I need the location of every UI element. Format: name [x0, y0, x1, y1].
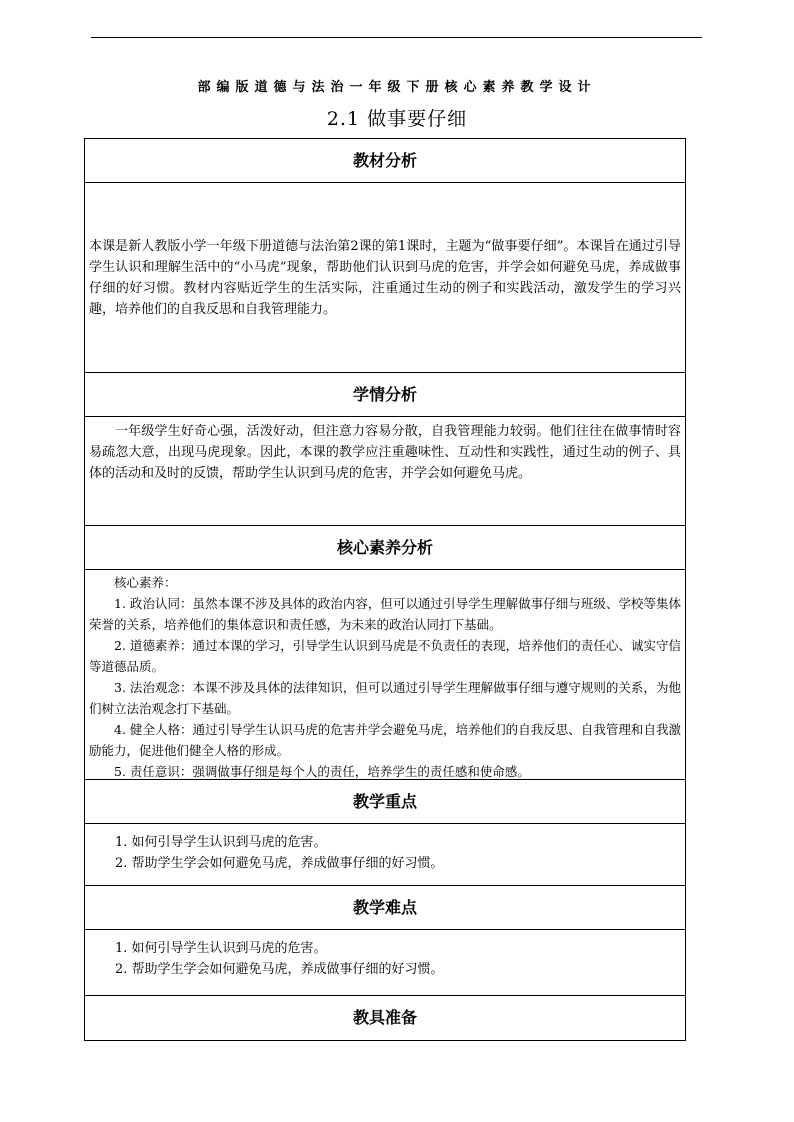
lesson-plan-table: [84, 138, 686, 1041]
teaching-focus-item: 2. 帮助学生学会如何避免马虎，养成做事仔细的好习惯。: [115, 856, 444, 871]
textbook-analysis-cell: [85, 183, 685, 373]
section-heading-teaching-difficulty: 教学难点: [85, 886, 685, 930]
section-heading-core-literacy: 核心素养分析: [85, 526, 685, 570]
section-heading-teaching-aids: 教具准备: [352, 1008, 417, 1027]
teaching-difficulty-item: 1. 如何引导学生认识到马虎的危害。: [115, 941, 327, 956]
section-heading-textbook-analysis: 教材分析: [85, 139, 685, 183]
teaching-focus-cell: [85, 824, 685, 886]
teaching-difficulty-cell: [85, 930, 685, 996]
section-heading-teaching-focus: 教学重点: [85, 780, 685, 824]
student-analysis-text: 一年级学生好奇心强，活泼好动，但注意力容易分散，自我管理能力较弱。他们往往在做事情时容易疏忽大意，出现马虎现象。因此，本课的教学应注重趣味性、互动性和实践性，通过生动的例子、具体的活动和及时的反馈，帮助学生认识到马虎的危害，并学会如何避免马虎。: [89, 424, 681, 481]
teaching-difficulty-item: 2. 帮助学生学会如何避免马虎，养成做事仔细的好习惯。: [115, 962, 444, 977]
student-analysis-cell: [85, 417, 685, 526]
textbook-analysis-text: 本课是新人教版小学一年级下册道德与法治第2课的第1课时，主题为“做事要仔细”。本课旨在通过引导学生认识和理解生活中的“小马虎”现象，帮助他们认识到马虎的危害，并学会如何避免马虎，养成做事仔细的好习惯。教材内容贴近学生的生活实际，注重通过生动的例子和实践活动，激发学生的学习兴趣，培养他们的自我反思和自我管理能力。: [89, 238, 681, 317]
core-literacy-item: 5. 责任意识：强调做事仔细是每个人的责任，培养学生的责任感和使命感。: [114, 764, 530, 779]
core-literacy-item: 3. 法治观念：本课不涉及具体的法律知识，但可以通过引导学生理解做事仔细与遵守规则的关系，为他们树立法治观念打下基础。: [89, 680, 681, 716]
core-literacy-item: 2. 道德素养：通过本课的学习，引导学生认识到马虎是不负责任的表现，培养他们的责任心、诚实守信等道德品质。: [89, 638, 681, 674]
core-literacy-item: 1. 政治认同：虽然本课不涉及具体的政治内容，但可以通过引导学生理解做事仔细与班级、学校等集体荣誉的关系，培养他们的集体意识和责任感，为未来的政治认同打下基础。: [89, 596, 681, 632]
document-title: 2.1 做事要仔细: [326, 108, 468, 130]
core-literacy-item: 4. 健全人格：通过引导学生认识马虎的危害并学会避免马虎，培养他们的自我反思、自我管理和自我激励能力，促进他们健全人格的形成。: [89, 722, 681, 758]
document-subtitle: 部编版道德与法治一年级下册核心素养教学设计: [197, 80, 597, 95]
section-heading-student-analysis: 学情分析: [85, 373, 685, 417]
top-rule: [91, 37, 702, 38]
core-literacy-cell: [85, 570, 685, 780]
core-literacy-intro: 核心素养：: [114, 575, 177, 590]
teaching-focus-item: 1. 如何引导学生认识到马虎的危害。: [115, 835, 327, 850]
